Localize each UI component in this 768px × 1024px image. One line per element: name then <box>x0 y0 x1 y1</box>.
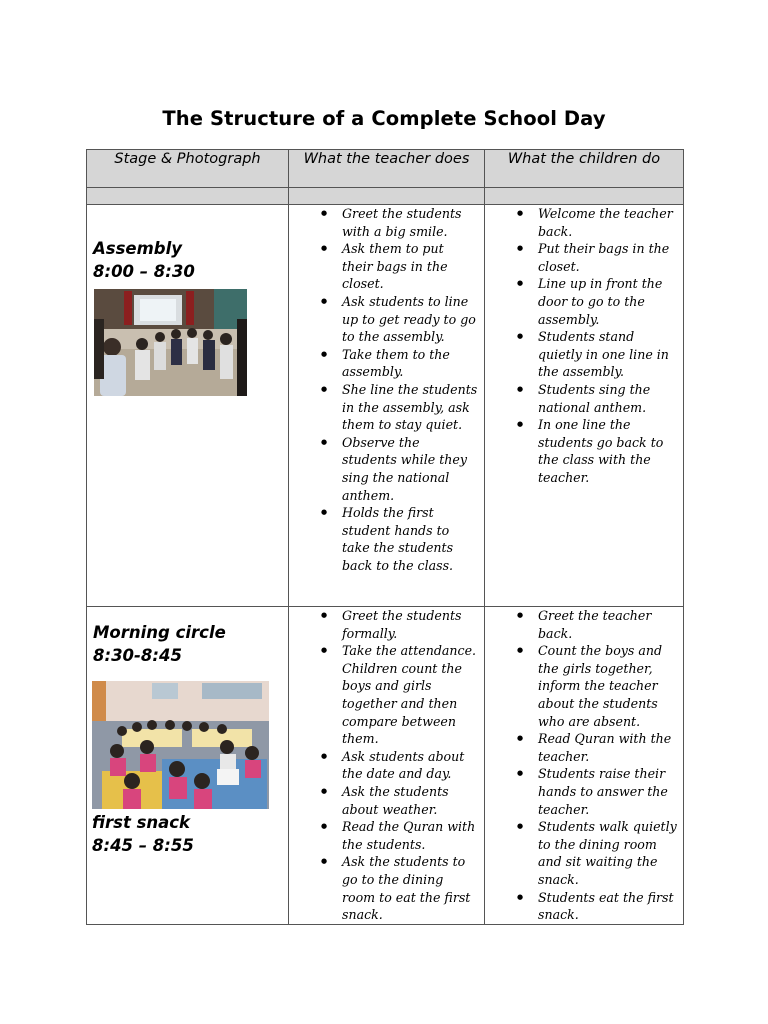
table-row <box>87 205 684 607</box>
assembly-photo <box>94 289 247 396</box>
page-title: The Structure of a Complete School Day <box>162 107 606 130</box>
list-item: ● Students raise their hands to answer the teacher. <box>485 765 683 818</box>
children-cell <box>485 607 684 925</box>
teacher-cell <box>289 205 485 607</box>
spacer-cell <box>289 188 485 205</box>
list-item: ● Students stand quietly in one line in the assembly. <box>485 328 683 381</box>
column-header: What the children do <box>485 150 684 188</box>
stage-cell <box>87 205 289 607</box>
list-item: ● Ask the students about weather. <box>289 783 484 818</box>
list-item: ● Read the Quran with the students. <box>289 818 484 853</box>
header-spacer-row <box>87 188 684 205</box>
column-header: What the teacher does <box>289 150 485 188</box>
list-item: ● Ask students to line up to get ready to go to the assembly. <box>289 293 484 346</box>
spacer-cell <box>87 188 289 205</box>
stage-name: first snack <box>92 813 191 832</box>
list-item: ● In one line the students go back to the class with the teacher. <box>485 416 683 486</box>
column-header: Stage & Photograph <box>87 150 289 188</box>
morning-circle-photo-image <box>92 681 269 809</box>
schedule-table <box>86 149 684 925</box>
stage-name: Morning circle <box>93 623 226 642</box>
list-item: ● Students sing the national anthem. <box>485 381 683 416</box>
stage-time: 8:00 – 8:30 <box>93 262 195 281</box>
stage-name: Assembly <box>93 239 183 258</box>
children-cell <box>485 205 684 607</box>
list-item: ● Take the attendance. Children count the boys and girls together and then compare between them. <box>289 642 484 748</box>
list-item: ● Students eat the first snack. <box>485 889 683 924</box>
list-item: ● Count the boys and the girls together, inform the teacher about the students who are absent. <box>485 642 683 730</box>
children-actions-list <box>485 205 683 487</box>
list-item: ● Take them to the assembly. <box>289 346 484 381</box>
stage-time: 8:30-8:45 <box>93 646 182 665</box>
spacer-cell <box>485 188 684 205</box>
children-actions-list <box>485 607 683 924</box>
teacher-cell <box>289 607 485 925</box>
teacher-actions-list <box>289 205 484 574</box>
list-item: ● Greet the teacher back. <box>485 607 683 642</box>
list-item: ● Line up in front the door to go to the assembly. <box>485 275 683 328</box>
list-item: ● Ask them to put their bags in the closet. <box>289 240 484 293</box>
assembly-photo-image <box>94 289 247 396</box>
list-item: ● Read Quran with the teacher. <box>485 730 683 765</box>
morning-circle-photo <box>92 681 269 809</box>
list-item: ● Holds the first student hands to take the students back to the class. <box>289 504 484 574</box>
table-header-row <box>87 150 684 188</box>
list-item: ● Ask the students to go to the dining room to eat the first snack. <box>289 853 484 923</box>
list-item: ● Ask students about the date and day. <box>289 748 484 783</box>
stage-time: 8:45 – 8:55 <box>92 836 194 855</box>
list-item: ● Observe the students while they sing the national anthem. <box>289 434 484 504</box>
list-item: ● Put their bags in the closet. <box>485 240 683 275</box>
list-item: ● Welcome the teacher back. <box>485 205 683 240</box>
table-row <box>87 607 684 925</box>
list-item: ● Greet the students with a big smile. <box>289 205 484 240</box>
list-item: ● She line the students in the assembly, ask them to stay quiet. <box>289 381 484 434</box>
stage-cell <box>87 607 289 925</box>
list-item: ● Greet the students formally. <box>289 607 484 642</box>
teacher-actions-list <box>289 607 484 924</box>
list-item: ● Students walk quietly to the dining room and sit waiting the snack. <box>485 818 683 888</box>
